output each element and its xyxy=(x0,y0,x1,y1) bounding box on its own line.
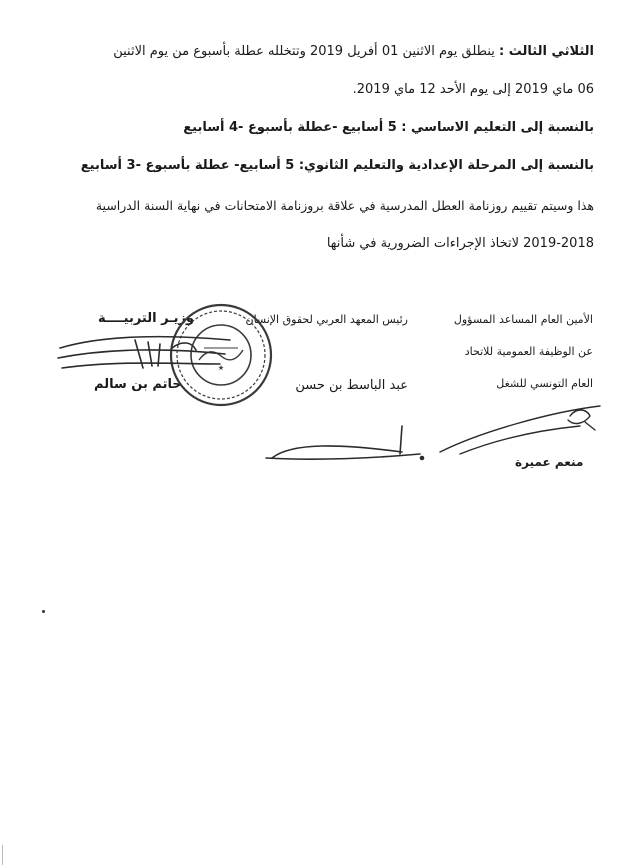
evaluation-line1: هذا وسيتم تقييم روزنامة العطل المدرسية في علاقة بروزنامة الامتحانات في نهاية السنة الدراسية xyxy=(95,198,594,213)
minister-name: حاتم بن سالم xyxy=(94,377,182,392)
scan-tick xyxy=(2,845,3,865)
basic-education-line: بالنسبة إلى التعليم الاساسي : 5 أسابيع -عطلة بأسبوع -4 أسابيع xyxy=(183,120,594,135)
institute-signature xyxy=(252,420,432,470)
evaluation-line2: 2019-2018 لاتخاذ الإجراءات الضرورية في شأنها xyxy=(326,236,594,251)
secondary-education-line: بالنسبة إلى المرحلة الإعدادية والتعليم الثانوي: 5 أسابيع- عطلة بأسبوع -3 أسابيع xyxy=(80,158,594,173)
institute-name: عبد الباسط بن حسن xyxy=(295,378,408,393)
minister-title: وزيـر التربيــــة xyxy=(98,311,195,326)
svg-text:★: ★ xyxy=(217,364,225,372)
term3-line2: 06 ماي 2019 إلى يوم الأحد 12 ماي 2019. xyxy=(352,82,594,97)
minister-signature xyxy=(40,318,240,388)
term3-line1 xyxy=(34,44,594,59)
union-signature xyxy=(430,392,610,462)
institute-title: رئيس المعهد العربي لحقوق الإنسان xyxy=(245,313,408,326)
union-title-line3: العام التونسي للشغل xyxy=(496,377,593,390)
union-name: منعم عميرة xyxy=(515,455,584,469)
union-title-line1: الأمين العام المساعد المسؤول xyxy=(453,313,593,326)
union-title-line2: عن الوظيفة العمومية للاتحاد xyxy=(464,345,593,358)
scan-dot xyxy=(42,610,45,613)
term3-heading: الثلاثي الثالث : xyxy=(499,44,594,59)
term3-text: ينطلق يوم الاثنين 01 أفريل 2019 وتتخلله عطلة بأسبوع من يوم الاثنين xyxy=(113,44,495,59)
